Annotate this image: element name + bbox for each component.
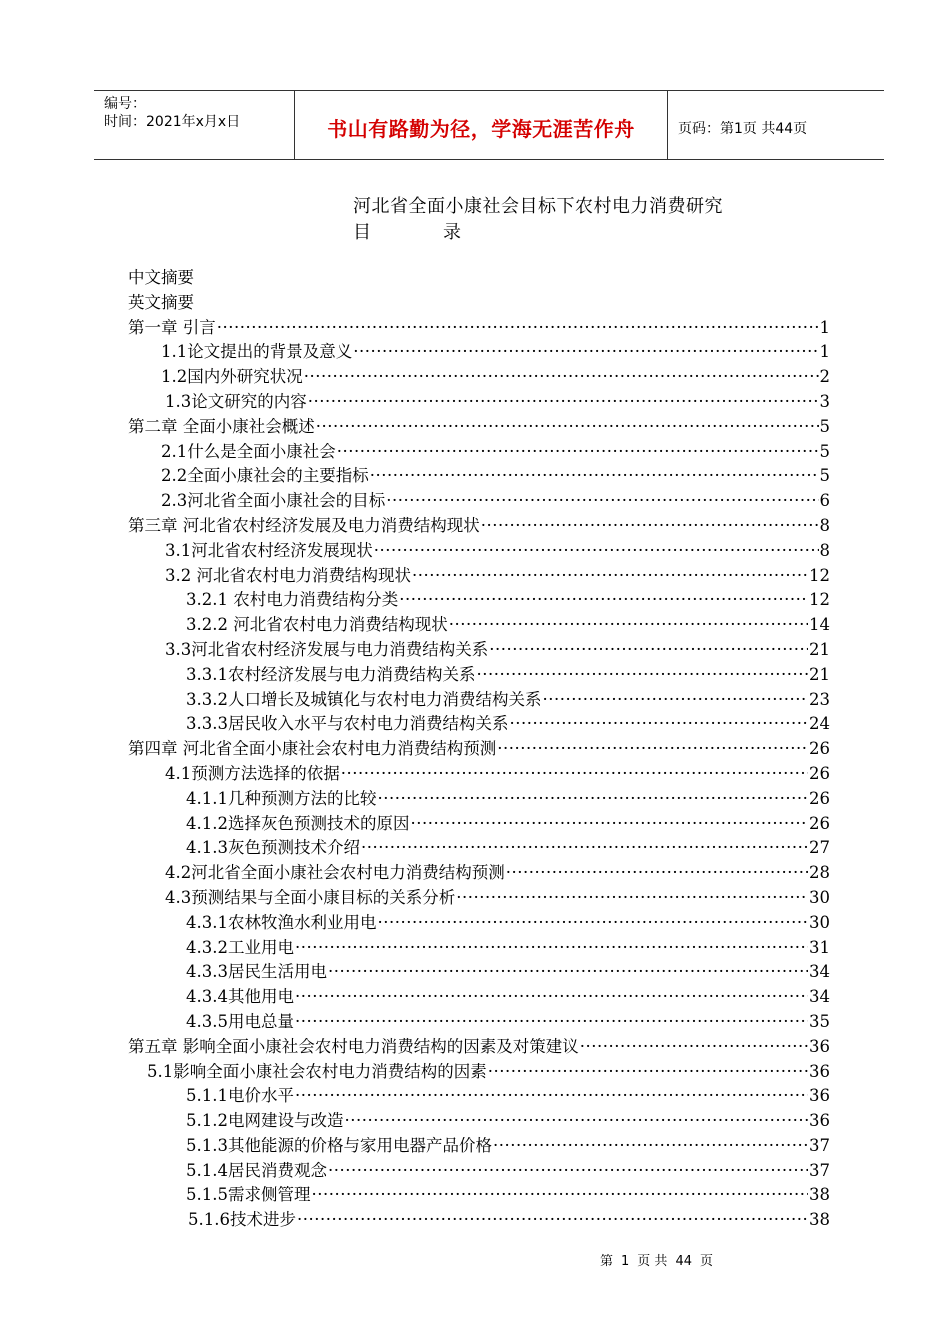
toc-entry <box>0 638 830 663</box>
toc-entry-page: 21 <box>809 664 830 684</box>
document-time-label: 时间：2021年x月x日 <box>104 114 241 130</box>
toc-entry-title: 第四章 河北省全面小康社会农村电力消费结构预测 <box>128 739 497 759</box>
toc-entry-page: 12 <box>809 590 830 610</box>
toc-entry-page: 38 <box>809 1210 830 1230</box>
toc-entry-title: 2.1什么是全面小康社会 <box>161 441 336 461</box>
toc-leader-dots <box>353 340 818 365</box>
toc-leader-dots <box>456 886 808 911</box>
toc-entry-page: 5 <box>819 466 830 486</box>
toc-entry-title: 第五章 影响全面小康社会农村电力消费结构的因素及对策建议 <box>128 1036 579 1056</box>
toc-entry <box>0 712 830 737</box>
toc-leader-dots <box>304 365 819 390</box>
toc-entry <box>0 1035 830 1060</box>
toc-entry <box>0 812 830 837</box>
toc-leader-dots <box>542 688 808 713</box>
toc-heading-char: 录 <box>443 222 461 243</box>
toc-leader-dots <box>295 1010 808 1035</box>
document-title: 河北省全面小康社会目标下农村电力消费研究 <box>353 196 723 217</box>
toc-entry-page: 28 <box>809 863 830 883</box>
toc-entry-title: 2.2全面小康社会的主要指标 <box>161 466 369 486</box>
toc-entry-title: 4.2河北省全面小康社会农村电力消费结构预测 <box>165 863 505 883</box>
header-page-info: 页码：第1页 共44页 <box>678 121 808 137</box>
toc-entry <box>0 390 830 415</box>
toc-entry-page: 36 <box>809 1061 830 1081</box>
toc-entry-page: 36 <box>809 1111 830 1131</box>
toc-leader-dots <box>295 936 808 961</box>
toc-leader-dots <box>488 1060 808 1085</box>
toc-entry-page: 30 <box>809 912 830 932</box>
toc-entry-title: 1.1论文提出的背景及意义 <box>161 342 353 362</box>
toc-entry <box>0 291 830 316</box>
toc-entry-title: 4.1.3灰色预测技术介绍 <box>186 838 360 858</box>
toc-entry-title: 3.3.2人口增长及城镇化与农村电力消费结构关系 <box>186 689 542 709</box>
toc-entry-page: 27 <box>809 838 830 858</box>
toc-entry-title: 4.3.4其他用电 <box>186 987 294 1007</box>
toc-entry <box>0 539 830 564</box>
toc-entry-title: 4.3.2工业用电 <box>186 937 294 957</box>
toc-entry-title: 4.1.2选择灰色预测技术的原因 <box>186 813 410 833</box>
toc-leader-dots <box>497 737 808 762</box>
header-motto: 书山有路勤为径，学海无涯苦作舟 <box>327 117 635 141</box>
toc-entry-title: 4.1预测方法选择的依据 <box>165 763 340 783</box>
toc-entry-page: 37 <box>809 1160 830 1180</box>
toc-entry-title: 5.1.5需求侧管理 <box>186 1185 311 1205</box>
toc-leader-dots <box>374 539 819 564</box>
toc-leader-dots <box>377 911 808 936</box>
toc-entry-title: 第三章 河北省农村经济发展及电力消费结构现状 <box>128 515 480 535</box>
toc-entry-page: 36 <box>809 1036 830 1056</box>
page-header <box>94 90 884 160</box>
toc-entry-page: 24 <box>809 714 830 734</box>
toc-entry <box>0 688 830 713</box>
footer-prefix: 第 <box>600 1254 614 1269</box>
toc-entry <box>0 1134 830 1159</box>
toc-entry <box>0 886 830 911</box>
toc-entry-title: 第二章 全面小康社会概述 <box>128 416 315 436</box>
toc-entry <box>0 1208 830 1233</box>
toc-leader-dots <box>337 440 819 465</box>
toc-entry-page: 30 <box>809 887 830 907</box>
toc-entry <box>0 564 830 589</box>
toc-leader-dots <box>476 663 808 688</box>
toc-leader-dots <box>580 1035 808 1060</box>
toc-entry-page: 5 <box>819 441 830 461</box>
toc-entry <box>0 316 830 341</box>
toc-entry-page: 36 <box>809 1086 830 1106</box>
toc-leader-dots <box>370 464 819 489</box>
toc-entry-title: 3.1河北省农村经济发展现状 <box>165 540 373 560</box>
toc-entry-title: 5.1.4居民消费观念 <box>186 1160 327 1180</box>
toc-entry-page: 8 <box>819 515 830 535</box>
toc-entry <box>0 861 830 886</box>
toc-entry <box>0 911 830 936</box>
toc-leader-dots <box>493 1134 808 1159</box>
toc-leader-dots <box>361 836 808 861</box>
toc-entry-page: 1 <box>819 342 830 362</box>
toc-entry <box>0 1159 830 1184</box>
footer-total-pages: 44 <box>675 1254 692 1269</box>
toc-entry-title: 4.3.1农林牧渔水利业用电 <box>186 912 377 932</box>
toc-entry-title: 英文摘要 <box>128 292 194 312</box>
toc-entry-title: 4.3预测结果与全面小康目标的关系分析 <box>165 887 456 907</box>
toc-entry <box>0 613 830 638</box>
toc-leader-dots <box>509 712 808 737</box>
toc-entry-page: 14 <box>809 615 830 635</box>
toc-entry-title: 2.3河北省全面小康社会的目标 <box>161 491 386 511</box>
toc-leader-dots <box>295 1084 808 1109</box>
toc-entry-title: 4.3.3居民生活用电 <box>186 962 327 982</box>
toc-entry-page: 37 <box>809 1135 830 1155</box>
toc-entry-page: 26 <box>809 739 830 759</box>
toc-entry-page: 26 <box>809 788 830 808</box>
toc-leader-dots <box>328 1159 808 1184</box>
toc-leader-dots <box>328 960 808 985</box>
toc-leader-dots <box>295 985 808 1010</box>
toc-leader-dots <box>410 812 808 837</box>
toc-entry-page: 26 <box>809 763 830 783</box>
toc-leader-dots <box>377 787 808 812</box>
toc-entry-title: 3.3.1农村经济发展与电力消费结构关系 <box>186 664 476 684</box>
toc-leader-dots <box>344 1109 808 1134</box>
toc-entry-page: 31 <box>809 937 830 957</box>
toc-entry-page: 1 <box>819 317 830 337</box>
toc-entry-title: 4.3.5用电总量 <box>186 1011 294 1031</box>
toc-leader-dots <box>308 390 819 415</box>
toc-entry <box>0 266 830 291</box>
toc-entry-page: 34 <box>809 962 830 982</box>
toc-entry-page: 26 <box>809 813 830 833</box>
document-number-label: 编号： <box>104 96 146 112</box>
toc-entry <box>0 489 830 514</box>
toc-entry-title: 3.2.2 河北省农村电力消费结构现状 <box>186 615 448 635</box>
toc-entry-page: 23 <box>809 689 830 709</box>
toc-entry <box>0 960 830 985</box>
toc-entry-title: 3.2.1 农村电力消费结构分类 <box>186 590 399 610</box>
toc-entry-title: 5.1.6技术进步 <box>188 1210 296 1230</box>
toc-entry-page: 38 <box>809 1185 830 1205</box>
toc-leader-dots <box>386 489 818 514</box>
table-of-contents <box>0 266 950 1233</box>
toc-entry <box>0 663 830 688</box>
toc-entry <box>0 1084 830 1109</box>
footer-middle: 页 共 <box>637 1254 668 1269</box>
toc-entry-title: 1.2国内外研究状况 <box>161 367 303 387</box>
toc-entry-title: 第一章 引言 <box>128 317 216 337</box>
toc-entry <box>0 836 830 861</box>
toc-entry-page: 8 <box>819 540 830 560</box>
toc-leader-dots <box>489 638 808 663</box>
toc-entry <box>0 787 830 812</box>
footer-suffix: 页 <box>699 1254 713 1269</box>
toc-entry <box>0 1060 830 1085</box>
toc-leader-dots <box>481 514 819 539</box>
toc-entry-title: 4.1.1几种预测方法的比较 <box>186 788 377 808</box>
toc-entry <box>0 514 830 539</box>
footer-current-page: 1 <box>621 1254 630 1269</box>
toc-entry-page: 6 <box>819 491 830 511</box>
toc-entry <box>0 1183 830 1208</box>
toc-entry-title: 5.1.1电价水平 <box>186 1086 294 1106</box>
toc-entry-page: 5 <box>819 416 830 436</box>
toc-entry-title: 1.3论文研究的内容 <box>165 391 307 411</box>
toc-entry <box>0 737 830 762</box>
toc-leader-dots <box>311 1183 808 1208</box>
toc-leader-dots <box>297 1208 808 1233</box>
toc-entry <box>0 415 830 440</box>
toc-entry-title: 中文摘要 <box>128 268 194 287</box>
page-footer <box>600 1250 713 1269</box>
toc-entry <box>0 985 830 1010</box>
toc-heading-char: 目 <box>353 222 371 243</box>
header-divider <box>667 91 668 159</box>
toc-entry <box>0 1109 830 1134</box>
toc-entry-page: 34 <box>809 987 830 1007</box>
header-meta <box>104 95 240 131</box>
toc-entry <box>0 588 830 613</box>
toc-entry-title: 5.1影响全面小康社会农村电力消费结构的因素 <box>147 1061 487 1081</box>
toc-entry <box>0 340 830 365</box>
toc-entry-title: 3.3河北省农村经济发展与电力消费结构关系 <box>165 639 489 659</box>
toc-leader-dots <box>399 588 808 613</box>
toc-entry-title: 5.1.2电网建设与改造 <box>186 1111 344 1131</box>
toc-entry-title: 5.1.3其他能源的价格与家用电器产品价格 <box>186 1135 492 1155</box>
toc-leader-dots <box>449 613 808 638</box>
toc-entry <box>0 464 830 489</box>
toc-leader-dots <box>217 316 819 341</box>
toc-heading <box>353 218 461 244</box>
toc-entry <box>0 762 830 787</box>
toc-entry <box>0 365 830 390</box>
toc-entry-page: 3 <box>819 391 830 411</box>
toc-leader-dots <box>341 762 808 787</box>
toc-leader-dots <box>316 415 819 440</box>
toc-entry-page: 21 <box>809 639 830 659</box>
toc-leader-dots <box>506 861 808 886</box>
toc-entry-page: 2 <box>819 367 830 387</box>
toc-entry <box>0 936 830 961</box>
toc-entry-title: 3.2 河北省农村电力消费结构现状 <box>165 565 411 585</box>
toc-entry <box>0 1010 830 1035</box>
toc-entry-page: 35 <box>809 1011 830 1031</box>
toc-entry <box>0 440 830 465</box>
toc-leader-dots <box>412 564 808 589</box>
toc-entry-page: 12 <box>809 565 830 585</box>
toc-entry-title: 3.3.3居民收入水平与农村电力消费结构关系 <box>186 714 509 734</box>
